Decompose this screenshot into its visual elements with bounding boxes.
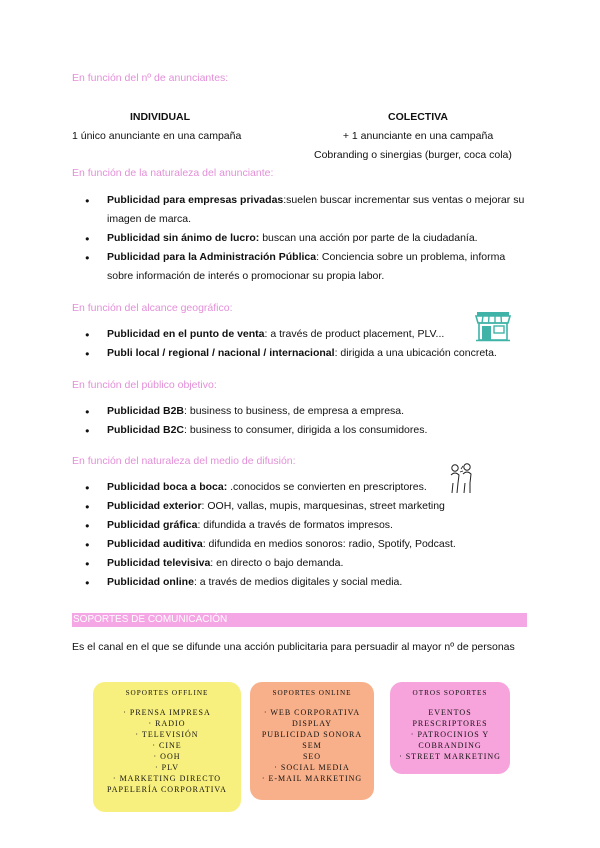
- card-item: · OOH: [153, 752, 181, 761]
- card-otros: [390, 682, 510, 774]
- list-item: ● Publicidad online: a través de medios digitales y social media.: [72, 573, 532, 592]
- heading-naturaleza: En función de la naturaleza del anunciante:: [72, 167, 274, 179]
- list-item: ● Publicidad boca a boca: .conocidos se convierten en prescriptores.: [72, 478, 532, 497]
- card-title: SOPORTES ONLINE: [272, 689, 352, 697]
- card-item: · STREET MARKETING: [399, 752, 501, 761]
- card-offline: [93, 682, 241, 812]
- soportes-description: Es el canal en el que se difunde una acción publicitaria para persuadir al mayor nº de personas: [72, 641, 515, 653]
- colectiva-line2: Cobranding o sinergias (burger, coca cola): [314, 149, 512, 161]
- individual-title: INDIVIDUAL: [129, 111, 191, 123]
- heading-anunciantes: En función del nº de anunciantes:: [72, 72, 229, 84]
- people-icon: [448, 463, 474, 495]
- list-item: ● Publicidad en el punto de venta: a través de product placement, PLV...: [72, 325, 532, 344]
- card-item: SEO: [302, 752, 322, 761]
- heading-medio: En función del naturaleza del medio de difusión:: [72, 455, 296, 467]
- card-item: SEM: [302, 741, 322, 750]
- card-online: [250, 682, 374, 800]
- list-item: ● Publicidad exterior: OOH, vallas, mupis, marquesinas, street marketing: [72, 497, 532, 516]
- list-item: ● Publicidad televisiva: en directo o bajo demanda.: [72, 554, 532, 573]
- card-item: · TELEVISIÓN: [135, 730, 199, 739]
- list-item: ● Publicidad auditiva: difundida en medios sonoros: radio, Spotify, Podcast.: [72, 535, 532, 554]
- card-item: · WEB CORPORATIVA: [263, 708, 361, 717]
- card-item: PUBLICIDAD SONORA: [261, 730, 363, 739]
- card-title: OTROS SOPORTES: [412, 689, 488, 697]
- card-item: PAPELERÍA CORPORATIVA: [107, 785, 227, 794]
- card-item: · PATROCINIOS Y: [410, 730, 490, 739]
- naturaleza-list: [72, 191, 532, 286]
- list-item: ● Publicidad sin ánimo de lucro: buscan una acción por parte de la ciudadanía.: [72, 229, 532, 248]
- card-item: · PLV: [154, 763, 180, 772]
- card-item: · E-MAIL MARKETING: [261, 774, 363, 783]
- list-item: ● Publicidad gráfica: difundida a través de formatos impresos.: [72, 516, 532, 535]
- heading-alcance: En función del alcance geográfico:: [72, 302, 233, 314]
- colectiva-line1: + 1 anunciante en una campaña: [342, 130, 494, 142]
- list-item: ● Publicidad B2C: business to consumer, dirigida a los consumidores.: [72, 421, 532, 440]
- card-item: EVENTOS: [428, 708, 472, 717]
- card-item: · MARKETING DIRECTO: [112, 774, 222, 783]
- card-item: PRESCRIPTORES: [412, 719, 488, 728]
- store-icon: [474, 310, 512, 342]
- heading-publico: En función del público objetivo:: [72, 379, 217, 391]
- list-item: ● Publicidad para empresas privadas:suelen buscar incrementar sus ventas o mejorar su imagen de marca.: [72, 191, 532, 229]
- publico-list: [72, 402, 532, 440]
- colectiva-title: COLECTIVA: [388, 111, 448, 123]
- list-item: ● Publicidad B2B: business to business, de empresa a empresa.: [72, 402, 532, 421]
- soportes-banner: SOPORTES DE COMUNICACIÓN: [72, 613, 527, 627]
- card-item: COBRANDING: [418, 741, 482, 750]
- card-item: · CINE: [152, 741, 182, 750]
- list-item: ● Publi local / regional / nacional / internacional: dirigida a una ubicación concreta.: [72, 344, 532, 363]
- alcance-list: [72, 325, 532, 363]
- card-item: · RADIO: [148, 719, 186, 728]
- individual-text: 1 único anunciante en una campaña: [72, 130, 242, 142]
- card-item: · SOCIAL MEDIA: [274, 763, 350, 772]
- medio-list: [72, 478, 532, 592]
- list-item: ● Publicidad para la Administración Pública: Conciencia sobre un problema, informa sobre información de interés o promocionar su propia labor.: [72, 248, 532, 286]
- card-item: DISPLAY: [291, 719, 333, 728]
- card-item: · PRENSA IMPRESA: [123, 708, 211, 717]
- card-title: SOPORTES OFFLINE: [125, 689, 209, 697]
